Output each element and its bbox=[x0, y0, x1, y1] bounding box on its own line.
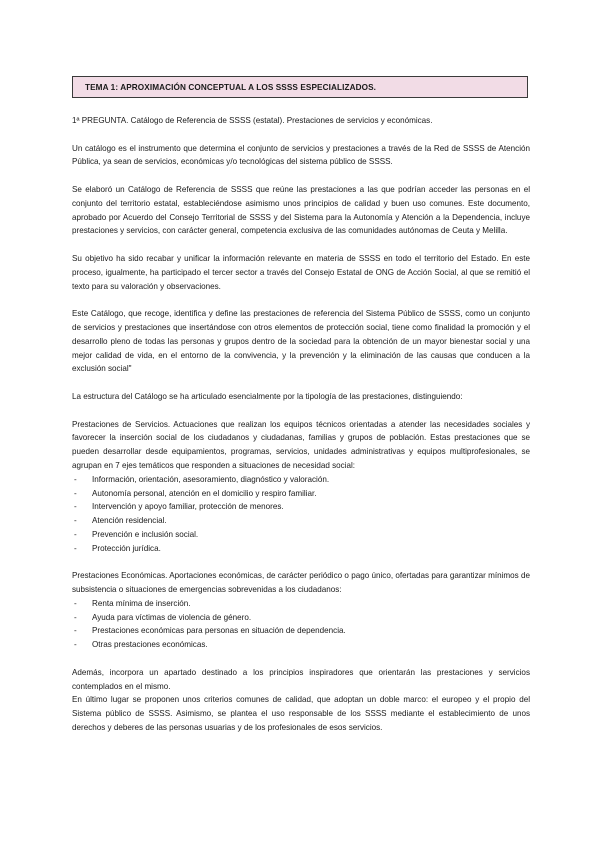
list-item-text: Ayuda para víctimas de violencia de género. bbox=[92, 612, 252, 622]
dash-bullet: - bbox=[74, 612, 77, 622]
paragraph-catalog-elaboration: Se elaboró un Catálogo de Referencia de SSSS que reúne las prestaciones a las que podrían acceder las personas en el conjunto del territorio estatal, estableciéndose asimismo unos principios de calidad y buen uso comunes. Este documento, aprobado por Acuerdo del Consejo Territorial de SSSS y del Sistema para la Autonomía y Atención a la Dependencia, incluye prestaciones y servicios, con carácter general, competencia exclusiva de las comunidades autónomas de Ceuta y Melilla. bbox=[72, 184, 530, 236]
paragraph-catalog-purpose: Este Catálogo, que recoge, identifica y define las prestaciones de referencia del Sistema Público de SSSS, como un conjunto de servicios y prestaciones que insertándose con otros elementos de protección social, tiene como finalidad la promoción y el desarrollo pleno de todas las personas y grupos dentro de la sociedad para la obtención de un mayor bienestar social y una mejor calidad de vida, en el entorno de la convivencia, y la prevención y la eliminación de las causas que conducen a la exclusión social" bbox=[72, 309, 530, 374]
list-item-text: Información, orientación, asesoramiento, diagnóstico y valoración. bbox=[92, 474, 330, 484]
list-item bbox=[72, 624, 530, 638]
list-item-text: Renta mínima de inserción. bbox=[92, 598, 191, 608]
dash-bullet: - bbox=[74, 502, 77, 512]
document-body bbox=[72, 114, 530, 749]
list-item-text: Atención residencial. bbox=[92, 516, 167, 526]
question-heading: 1ª PREGUNTA. Catálogo de Referencia de SSSS (estatal). Prestaciones de servicios y económicas. bbox=[72, 116, 433, 125]
paragraph-structure: La estructura del Catálogo se ha articulado esencialmente por la tipología de las prestaciones, distinguiendo: bbox=[72, 391, 463, 401]
list-item bbox=[72, 611, 530, 625]
paragraph-objective: Su objetivo ha sido recabar y unificar la información relevante en materia de SSSS en todo el territorio del Estado. En este proceso, igualmente, ha participado el tercer sector a través del Consejo Estatal de ONG de Acción Social, al que se remitió el texto para su valoración y observaciones. bbox=[72, 253, 530, 291]
dash-bullet: - bbox=[74, 529, 77, 539]
list-item-text: Otras prestaciones económicas. bbox=[92, 640, 208, 650]
list-item bbox=[72, 473, 530, 487]
list-item-text: Prestaciones económicas para personas en situación de dependencia. bbox=[92, 626, 346, 636]
list-item-text: Prevención e inclusión social. bbox=[92, 529, 199, 539]
dash-bullet: - bbox=[74, 598, 77, 608]
economic-list bbox=[72, 597, 530, 652]
dash-bullet: - bbox=[74, 543, 77, 553]
list-item bbox=[72, 597, 530, 611]
paragraph-service-benefits: Prestaciones de Servicios. Actuaciones que realizan los equipos técnicos orientadas a atender las necesidades sociales y favorecer la inserción social de los ciudadanos y ciudadanas, familias y grupos de población. Estas prestaciones que se pueden desarrollar desde equipamientos, programas, servicios, unidades administrativas y equipos multiprofesionales, se agrupan en 7 ejes temáticos que responden a situaciones de necesidad social: bbox=[72, 419, 530, 470]
list-item-text: Autonomía personal, atención en el domicilio y respiro familiar. bbox=[92, 488, 317, 498]
list-item bbox=[72, 638, 530, 652]
dash-bullet: - bbox=[74, 640, 77, 650]
list-item-text: Intervención y apoyo familiar, protección de menores. bbox=[92, 502, 284, 512]
paragraph-economic-benefits: Prestaciones Económicas. Aportaciones económicas, de carácter periódico o pago único, ofertadas para garantizar mínimos de subsistencia o situaciones de emergencias sobrevenidas a los ciudadanos: bbox=[72, 571, 530, 595]
dash-bullet: - bbox=[74, 488, 77, 498]
list-item bbox=[72, 542, 530, 556]
list-item-text: Protección jurídica. bbox=[92, 543, 161, 553]
topic-title-box bbox=[72, 76, 528, 98]
paragraph-quality-criteria: En último lugar se proponen unos criterios comunes de calidad, que adoptan un doble marco: el europeo y el propio del Sistema público de SSSS. Asimismo, se plantea el uso responsable de los SSSS mediante el establecimiento de unos derechos y deberes de las personas usuarias y de los profesionales de esos servicios. bbox=[72, 695, 530, 733]
list-item bbox=[72, 500, 530, 514]
services-list bbox=[72, 473, 530, 556]
dash-bullet: - bbox=[74, 626, 77, 636]
dash-bullet: - bbox=[74, 474, 77, 484]
list-item bbox=[72, 514, 530, 528]
paragraph-principles: Además, incorpora un apartado destinado a los principios inspiradores que orientarán las prestaciones y servicios contemplados en el mismo. bbox=[72, 667, 530, 691]
dash-bullet: - bbox=[74, 516, 77, 526]
topic-title: TEMA 1: APROXIMACIÓN CONCEPTUAL A LOS SSSS ESPECIALIZADOS. bbox=[85, 82, 377, 92]
list-item bbox=[72, 528, 530, 542]
list-item bbox=[72, 487, 530, 501]
paragraph-catalog-definition: Un catálogo es el instrumento que determina el conjunto de servicios y prestaciones a través de la Red de SSSS de Atención Pública, ya sean de servicios, económicas y/o tecnológicas del sistema público de SSSS. bbox=[72, 143, 530, 167]
